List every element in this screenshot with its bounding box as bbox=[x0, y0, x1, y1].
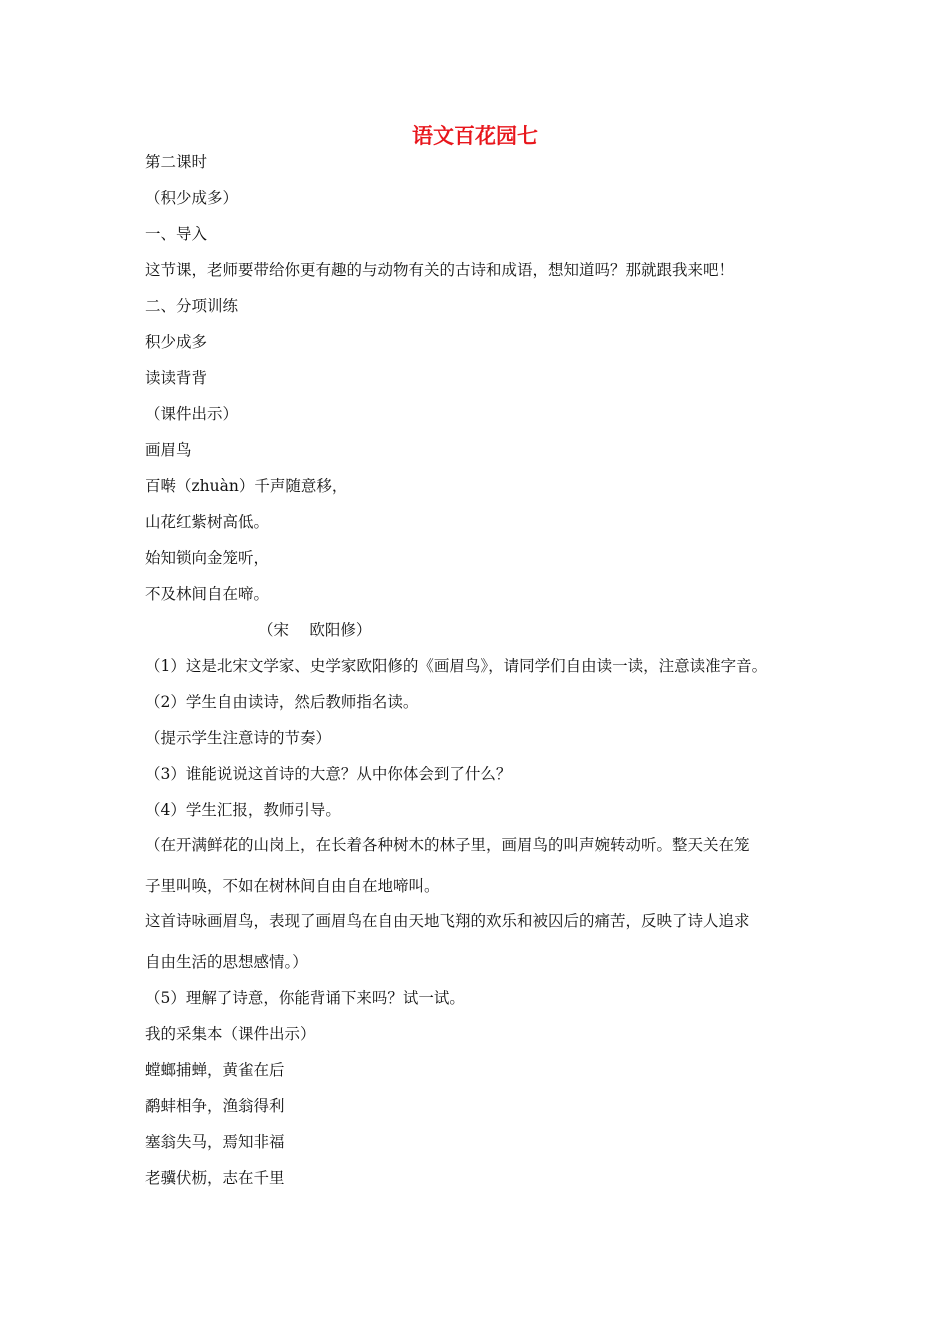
idiom-line: 鹬蚌相争，渔翁得利 bbox=[145, 1097, 285, 1115]
note-line: （提示学生注意诗的节奏） bbox=[145, 729, 332, 747]
poem-attribution: （宋 欧阳修） bbox=[258, 621, 372, 639]
poem-title: 画眉鸟 bbox=[145, 441, 192, 459]
poem-line: 不及林间自在啼。 bbox=[145, 585, 270, 603]
subheading: 积少成多 bbox=[145, 333, 208, 351]
explanation-line: 子里叫唤，不如在树林间自由自在地啼叫。 bbox=[145, 877, 440, 895]
note-line: （课件出示） bbox=[145, 405, 239, 423]
poem-line: 百啭（zhuàn）千声随意移， bbox=[145, 477, 348, 495]
lesson-period: 第二课时 bbox=[145, 153, 208, 171]
section-label: （积少成多） bbox=[145, 189, 239, 207]
step-line: （3）谁能说说这首诗的大意？从中你体会到了什么？ bbox=[145, 765, 512, 783]
heading-training: 二、分项训练 bbox=[145, 297, 239, 315]
step-line: （4）学生汇报，教师引导。 bbox=[145, 801, 341, 819]
step-line: （2）学生自由读诗，然后教师指名读。 bbox=[145, 693, 419, 711]
poem-line: 山花红紫树高低。 bbox=[145, 513, 270, 531]
subheading: 我的采集本（课件出示） bbox=[145, 1025, 316, 1043]
idiom-line: 老骥伏枥，志在千里 bbox=[145, 1169, 285, 1187]
explanation-line: 自由生活的思想感情。） bbox=[145, 953, 308, 971]
page-title: 语文百花园七 bbox=[412, 124, 538, 148]
explanation-line: （在开满鲜花的山岗上，在长着各种树木的林子里，画眉鸟的叫声婉转动听。整天关在笼 bbox=[145, 836, 750, 854]
explanation-line: 这首诗咏画眉鸟，表现了画眉鸟在自由天地飞翔的欢乐和被囚后的痛苦，反映了诗人追求 bbox=[145, 912, 750, 930]
step-line: （5）理解了诗意，你能背诵下来吗？试一试。 bbox=[145, 989, 465, 1007]
subheading: 读读背背 bbox=[145, 369, 208, 387]
idiom-line: 螳螂捕蝉，黄雀在后 bbox=[145, 1061, 285, 1079]
poem-line: 始知锁向金笼听， bbox=[145, 549, 270, 567]
idiom-line: 塞翁失马，焉知非福 bbox=[145, 1133, 285, 1151]
step-line: （1）这是北宋文学家、史学家欧阳修的《画眉鸟》，请同学们自由读一读，注意读准字音。 bbox=[145, 657, 768, 675]
intro-paragraph: 这节课，老师要带给你更有趣的与动物有关的古诗和成语，想知道吗？那就跟我来吧！ bbox=[145, 261, 735, 279]
heading-intro: 一、导入 bbox=[145, 225, 208, 243]
